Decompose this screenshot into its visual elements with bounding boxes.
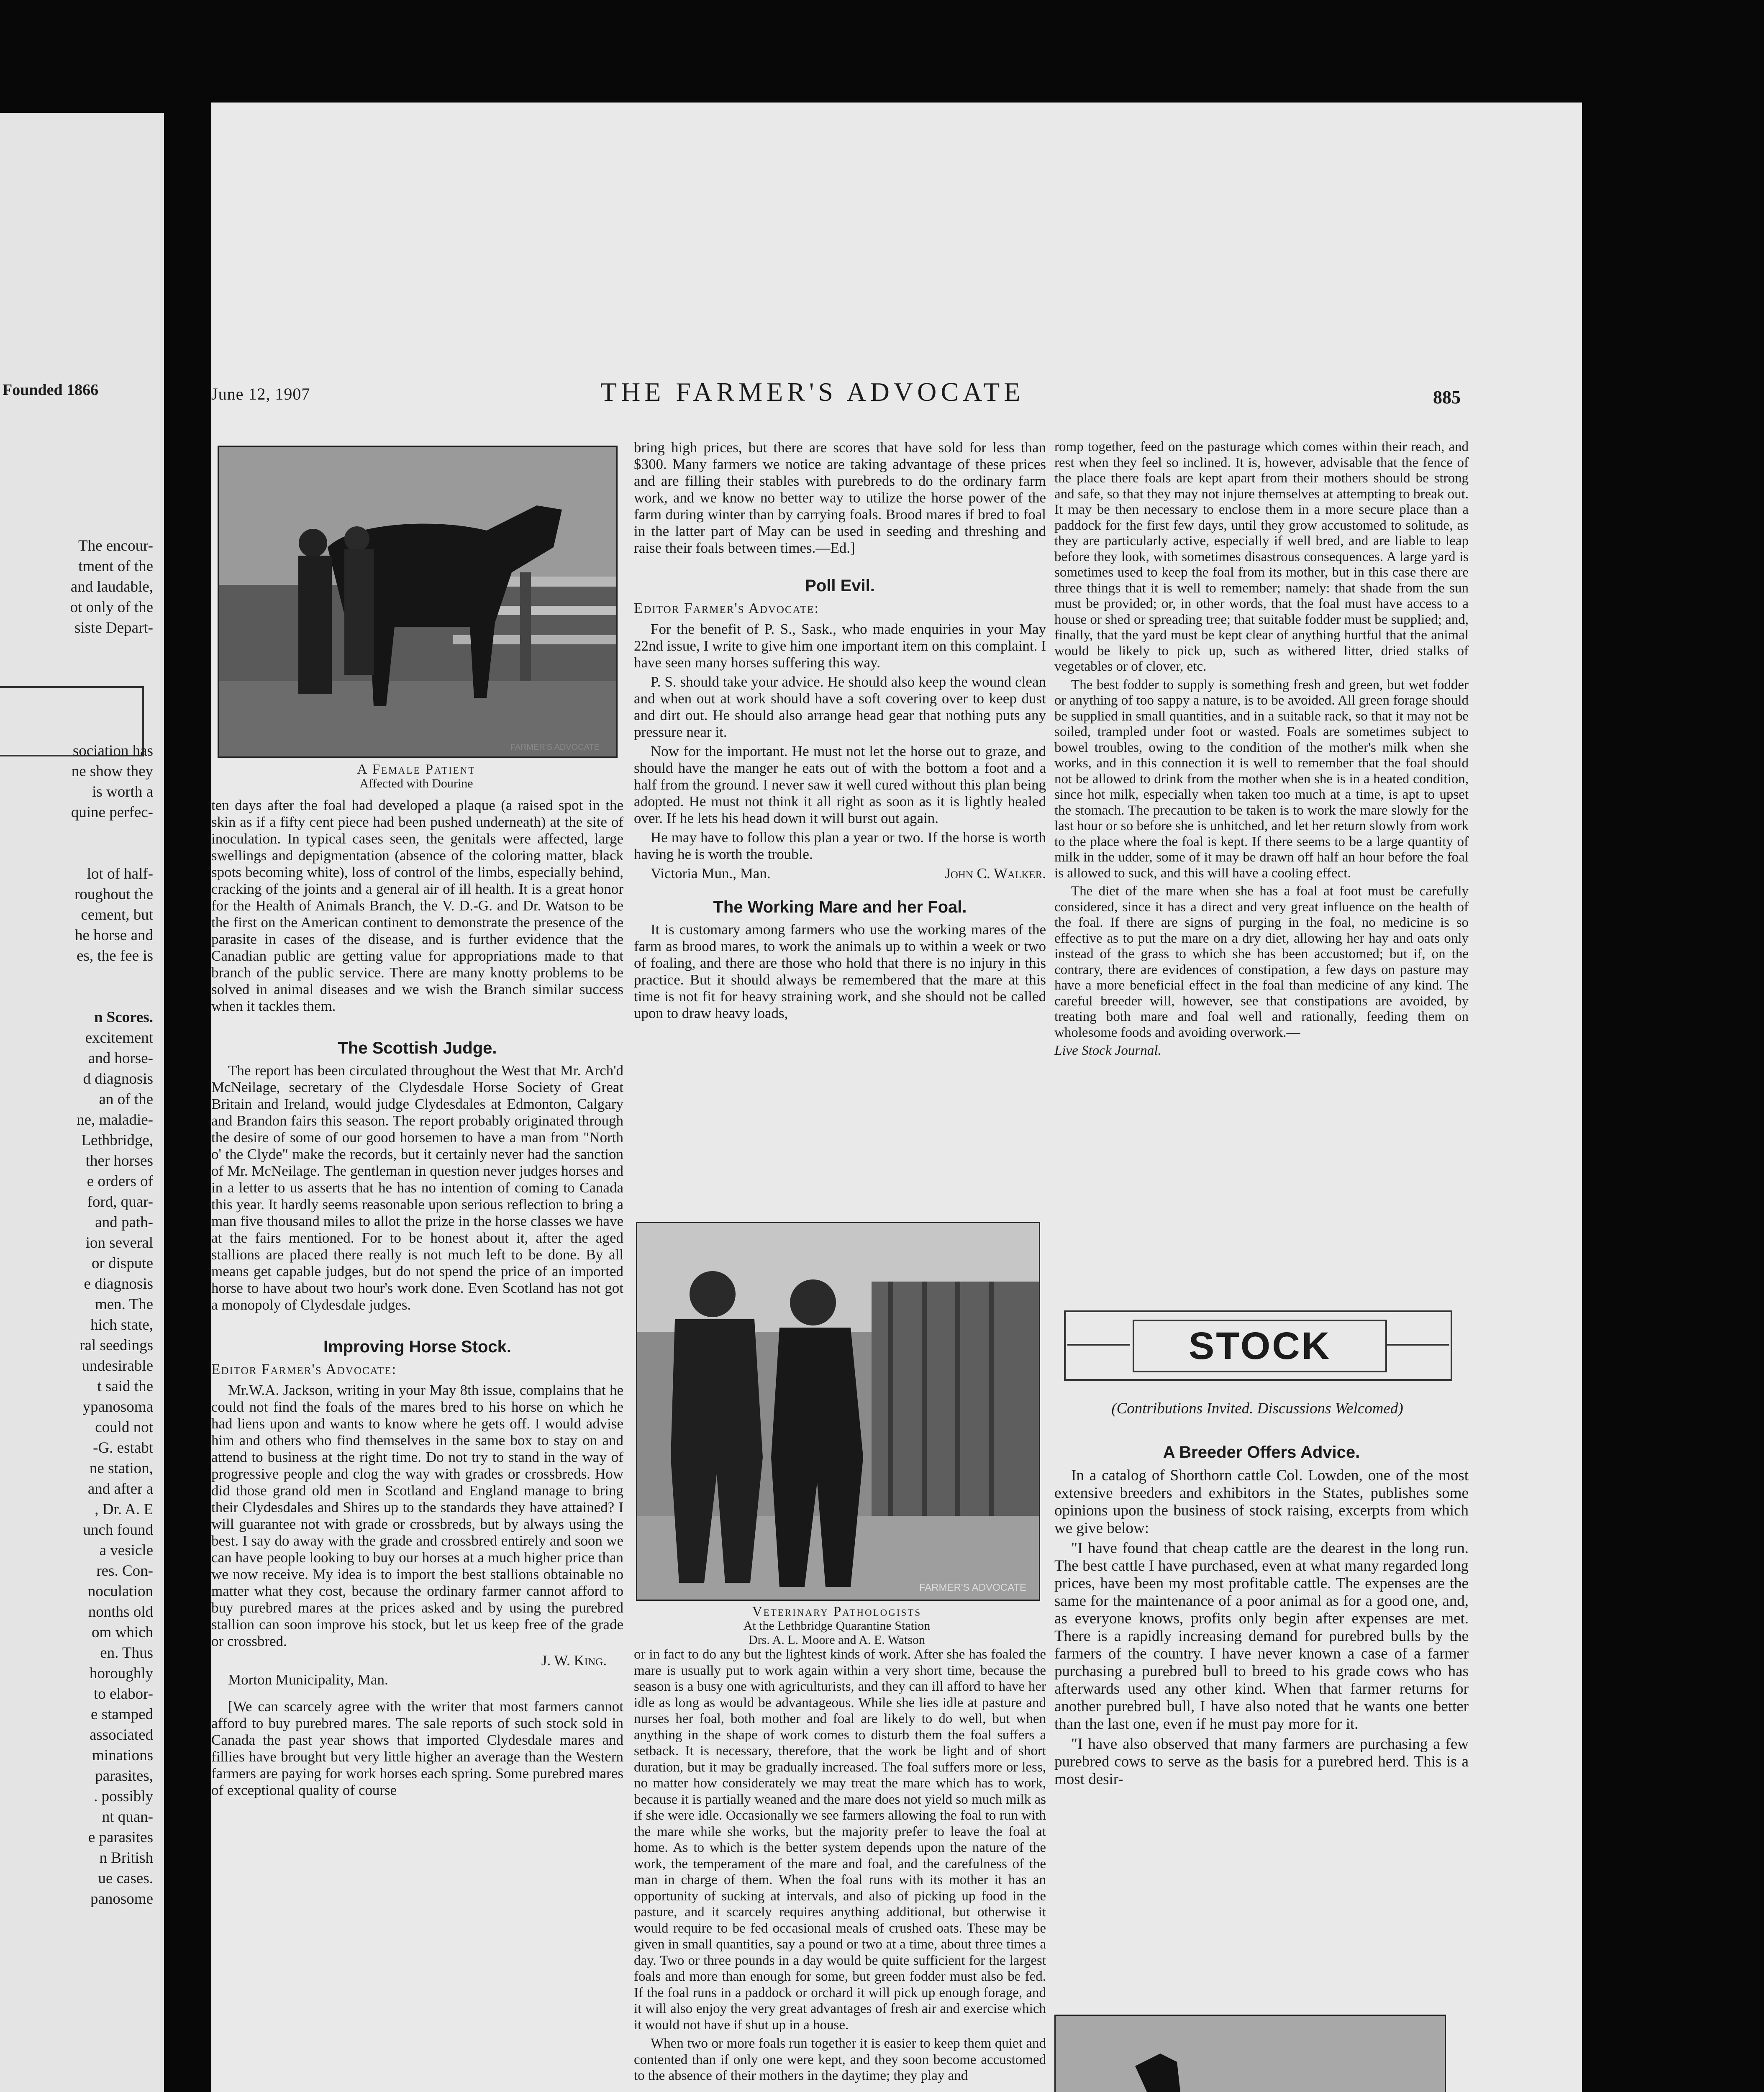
previous-page-line: horoughly [89, 1665, 153, 1682]
previous-page-line: unch found [83, 1521, 153, 1538]
section-subtitle: (Contributions Invited. Discussions Welcomed) [1111, 1400, 1403, 1417]
previous-page-line: sociation has [72, 742, 153, 759]
previous-page-line: lot of half- [87, 865, 153, 882]
article-source: Live Stock Journal. [1054, 1043, 1161, 1058]
previous-page-line: -G. estabt [93, 1439, 153, 1456]
previous-page-line: undesirable [82, 1357, 153, 1374]
previous-page-line: ral seedings [79, 1337, 153, 1354]
headline-scottish-judge: The Scottish Judge. [338, 1039, 497, 1057]
letter-place: Morton Municipality, Man. [228, 1672, 388, 1688]
banner-rule-right [1386, 1344, 1449, 1346]
previous-page-line: ther horses [85, 1152, 153, 1169]
previous-page-line: hich state, [90, 1316, 153, 1333]
previous-page-line: nonths old [88, 1603, 153, 1620]
article-working-mare-1: It is customary among farmers who use the working mares of the farm as brood mares, to work the animals up to within a week or two of foaling, and there are those who hold that there is no injury in this practice. But it should always be remembered that the mare at this time is not fit for heavy straining work, and she should not be called upon to draw heavy loads, [634, 921, 1046, 1021]
previous-page-line: e orders of [87, 1173, 153, 1190]
previous-page-line: . possibly [94, 1788, 153, 1805]
stock-section-banner [1064, 1310, 1452, 1381]
previous-page-line [0, 659, 153, 679]
article-working-mare-3: When two or more foals run together it is easier to keep them quiet and contented than if only one were kept, and they soon become accustomed to the absence of their mothers in the daytime; they play and [634, 2036, 1046, 2083]
article-poll-evil-2: P. S. should take your advice. He should also keep the wound clean and when out at work should have a soft covering over to keep dust and dirt out. He should also arrange head gear that nothing puts any pressure near it. [634, 674, 1046, 740]
column-2 [634, 439, 1046, 1024]
previous-page-line: he horse and [75, 927, 153, 944]
previous-page-line: ford, quar- [87, 1193, 153, 1210]
previous-page-line: tment of the [78, 558, 153, 575]
previous-page-line: The encour- [78, 537, 153, 554]
previous-page-line: en. Thus [100, 1644, 153, 1661]
previous-page-line: men. The [95, 1296, 153, 1313]
previous-page-line: d diagnosis [83, 1070, 153, 1087]
previous-page-line: is worth a [92, 783, 153, 800]
veterinary-pathologists-photo [636, 1222, 1040, 1601]
editor-note: [We can scarcely agree with the writer that most farmers cannot afford to buy purebred mares. The sale reports of such stock sold in Canada the past year shows that imported Clydesdale mares and fillies have brought but very little higher an average than the Western farmers are paying for work horses each spring. Some purebred mares of exceptional quality of course [211, 1698, 623, 1798]
previous-page-line [0, 638, 153, 659]
article-improving-horse-stock: Mr.W.A. Jackson, writing in your May 8th issue, complains that he could not find the foals of the mares bred to his horse on which he had liens upon and wants to know where he gets off. I would advise him and others who find themselves in the same box to stay on and attend to business at the right time. Do not try to stand in the way of progressive people and clog the way with grades or crossbreds. How did those grand old men in Scotland and England manage to bring their Clydesdales and Shires up to the standards they have attained? I will guarantee not with grade or crossbreds, but by always using the best. I say do away with the grade and crossbred entirely and soon we can have people looking to buy our horses at a much higher price than we now receive. My idea is to import the best stallions obtainable no matter what they cost, because the ordinary farmer cannot afford to buy purebred mares at the prices asked and by using the purebred stallion can soon improve his stock, but let us keep free of the grade or crossbred. [211, 1382, 623, 1649]
previous-page-line: ion several [85, 1234, 153, 1251]
publication-title: THE FARMER'S ADVOCATE [600, 377, 1025, 407]
previous-page-line: parasites, [95, 1767, 153, 1784]
previous-page-line: or dispute [92, 1255, 153, 1272]
previous-page-line: nt quan- [102, 1808, 153, 1825]
article-dourine-continued: ten days after the foal had developed a plaque (a raised spot in the skin as if a fifty cent piece had been pushed underneath) at the site of inoculation. In typical cases seen, the genitals were affected, large swellings and depigmentation (absence of the coloring matter, black spots becoming white), loss of control of the limbs, especially behind, cracking of the joints and a general air of ill health. It is a great honor for the Health of Animals Branch, the V. D.-G. and Dr. Watson to be the first on the American continent to demonstrate the presence of the parasite in cases of the disease, and is further evidence that the Canadian public are getting value for appropriations made to that branch of the public service. There are many knotty problems to be solved in animal diseases and we wish the Branch similar success when it tackles them. [211, 797, 623, 1014]
previous-page-line: panosome [90, 1890, 153, 1907]
headline-working-mare: The Working Mare and her Foal. [713, 898, 967, 916]
headline-breeder-advice: A Breeder Offers Advice. [1163, 1443, 1360, 1461]
previous-page-line: and after a [87, 1480, 153, 1497]
previous-page-line: associated [89, 1726, 153, 1743]
headline-improving-horse-stock: Improving Horse Stock. [323, 1338, 511, 1356]
running-header [211, 377, 1550, 410]
previous-page-line: a vesicle [99, 1542, 153, 1559]
previous-page-fragment [0, 113, 164, 2092]
previous-page-line: , Dr. A. E [95, 1501, 153, 1518]
headline-poll-evil: Poll Evil. [805, 577, 875, 595]
caption-subtitle: Affected with Dourine [359, 777, 473, 790]
previous-page-line: Lethbridge, [81, 1132, 153, 1149]
article-working-mare-2: or in fact to do any but the lightest kinds of work. After she has foaled the mare is usually put to work again within a very short time, because the season is a busy one with agriculturists, and they can ill afford to have her idle as long as would be advantageous. While she lies idle at pasture and nurses her foal, both mother and foal are likely to do well, but when anything in the shape of work comes to disturb them the foal suffers a setback. It is necessary, therefore, that the work be light and of short duration, but it may be gradually increased. The foal suffers more or less, no matter how considerately we may treat the mare which has to work, because it is partially weaned and the mare does not yield so much milk as if she were idle. Occasionally we see farmers allowing the foal to run with the mare while she works, but the majority prefer to leave the foal at home. As to which is the better system depends upon the nature of the work, the temperament of the mare and foal, and the carefulness of the man in charge of them. When the foal runs with its mother it has an opportunity of sucking at intervals, and also of picking up food in the pasture, and it scarcely requires anything additional, but otherwise it would require to be fed occasional meals of crushed oats. These may be given in small quantities, say a pound or two at a time, about three times a day. Two or three pounds in a day would be quite sufficient for the largest foals and more than enough for some, but green fodder must also be fed. If the foal runs in a paddock or orchard it will pick up enough forage, and it will also enjoy the very great advantages of fresh air and exercise which it would not have if shut up in a house. [634, 1647, 1046, 2033]
section-title: STOCK [1188, 1324, 1331, 1367]
previous-page-header: Founded 1866 [3, 381, 99, 399]
photo-watermark: FARMER'S ADVOCATE [919, 1582, 1026, 1593]
previous-page-line: and laudable, [70, 578, 153, 595]
previous-page-text [0, 536, 153, 1909]
previous-page-line [0, 823, 153, 843]
letter-salutation: Editor Farmer's Advocate: [211, 1361, 397, 1377]
female-patient-photo [218, 446, 618, 758]
caption-names: Drs. A. L. Moore and A. E. Watson [749, 1633, 925, 1647]
banner-rule-left [1067, 1344, 1130, 1346]
previous-page-line: quine perfec- [71, 804, 153, 821]
signature-name: John C. Walker. [945, 865, 1046, 882]
previous-page-line: siste Depart- [74, 619, 153, 636]
previous-page-line: noculation [87, 1583, 153, 1600]
previous-page-line: to elabor- [93, 1685, 153, 1702]
column-3 [1054, 439, 1469, 1061]
previous-page-line: om which [92, 1624, 153, 1641]
previous-page-line: and path- [95, 1214, 153, 1231]
article-scottish-judge: The report has been circulated throughout the West that Mr. Arch'd McNeilage, secretary of the Clydesdale Horse Society of Great Britain and Ireland, would judge Clydesdales at Edmonton, Calgary and Brandon fairs this season. The report probably originated through the desire of some of our good horsemen to have a man from "North o' the Clyde" make the records, but it certainly never had the sanction of Mr. McNeilage. The gentleman in question never judges horses and in a letter to us asserts that he has no intention of coming to Canada this year. It hardly seems reasonable upon serious reflection to bring a man five thousand miles to allot the prize in the horse classes we have at the fairs mentioned. For to be honest about it, after the aged stallions are placed there really is not much left to be done. By all means get capable judges, but do not spend the price of an imported horse to have about two hour's work done. Even Scotland has not got a monopoly of Clydesdale judges. [211, 1062, 623, 1313]
caption-title: A Female Patient [357, 762, 476, 777]
column-2-lower [634, 1646, 1046, 2087]
photo-watermark: FARMER'S ADVOCATE [510, 743, 600, 752]
previous-page-line: es, the fee is [77, 947, 153, 964]
previous-page-line: n British [99, 1849, 153, 1866]
page-number: 885 [1433, 387, 1461, 408]
column-1 [211, 797, 623, 1801]
article-breeder-2: "I have found that cheap cattle are the dearest in the long run. The best cattle I have purchased, even at what many regarded long prices, have been my most profitable cattle. The expenses are the same for the maintenance of a poor animal as for a good one, and, as everyone knows, profits only begin after expenses are met. There is a rapidly increasing demand for purebred bulls by the farmers of the country. I have never known a case of a farmer purchasing a purebred bull to breed to his grade cows who has afterwards used any other kind. When that farmer returns for another purebred bull, I have also noted that he wants one better than the last one, even if he must pay more for it. [1054, 1540, 1469, 1733]
article-working-mare-4: romp together, feed on the pasturage which comes within their reach, and rest when they feel so inclined. It is, however, advisable that the fence of the place there foals are kept apart from their mothers should be strong and safe, so that they may not injure themselves at attempting to break out. It may be then necessary to enclose them in a more secure place than a paddock for the first few days, until they grow accustomed to solitude, as they are particularly active, especially if well bred, and are liable to leap before they look, with sometimes disastrous consequences. A large yard is sometimes used to keep the foal from its mother, but in this case there are three things that it is well to remember; namely: that shade from the sun must be provided; or, in other words, that the foal must have access to a house or shed or spreading tree; that suitable fodder must be supplied; and, finally, that the yard must be kept clear of anything hurtful that the animal would be likely to pick up, such as withered litter, dried stalks of vegetables or of clover, etc. [1054, 439, 1469, 674]
stock-title-box [1133, 1320, 1387, 1372]
previous-page-line: ot only of the [70, 599, 153, 616]
column-3-stock [1054, 1439, 1469, 1791]
issue-date: June 12, 1907 [211, 385, 310, 403]
previous-page-line: excitement [85, 1029, 153, 1046]
previous-page-line [0, 966, 153, 987]
newspaper-page [211, 103, 1582, 2092]
previous-page-line: n Scores. [94, 1009, 153, 1026]
article-breeder-3: "I have also observed that many farmers are purchasing a few purebred cows to serve as the basis for a purebred herd. This is a most desir- [1054, 1736, 1469, 1788]
previous-page-line [0, 679, 153, 700]
previous-page-line: res. Con- [96, 1562, 153, 1579]
previous-page-line: minations [92, 1747, 153, 1764]
letter-signature [651, 865, 1046, 882]
article-poll-evil-1: For the benefit of P. S., Sask., who made enquiries in your May 22nd issue, I write to give him one important item on this complaint. I have seen many horses suffering this way. [634, 621, 1046, 671]
previous-page-line: roughout the [74, 886, 153, 903]
caption-subtitle: At the Lethbridge Quarantine Station [743, 1619, 931, 1633]
previous-page-line [0, 843, 153, 864]
veterinary-pathologists-caption [636, 1605, 1038, 1647]
caption-title: Veterinary Pathologists [752, 1604, 922, 1619]
female-patient-caption [218, 762, 615, 791]
previous-page-line: an of the [99, 1091, 153, 1108]
previous-page-line: e parasites [88, 1829, 153, 1846]
signature-place: Victoria Mun., Man. [651, 865, 771, 882]
previous-page-line: ne, maladie- [77, 1111, 153, 1128]
article-poll-evil-3: Now for the important. He must not let the horse out to graze, and should have the manger he eats out of with the bottom a foot and a half from the ground. I never saw it well cured without this plan being adopted. He must not think it all right as soon as it is lightly healed over. If he lets his head down it will burst out again. [634, 743, 1046, 826]
previous-page-line: could not [95, 1419, 153, 1436]
previous-page-line: e diagnosis [84, 1275, 153, 1292]
male-patient-photo [1054, 2015, 1446, 2092]
previous-page-line: and horse- [88, 1050, 153, 1067]
previous-page-line: ypanosoma [82, 1398, 153, 1415]
previous-page-line [0, 720, 153, 741]
letter-signature: J. W. King. [541, 1652, 607, 1669]
previous-page-line: e stamped [91, 1706, 153, 1723]
article-poll-evil-4: He may have to follow this plan a year or two. If the horse is worth having he is worth the trouble. [634, 829, 1046, 862]
letter-salutation: Editor Farmer's Advocate: [634, 600, 820, 616]
editor-note-continued: bring high prices, but there are scores that have sold for less than $300. Many farmers we notice are taking advantage of these prices and are filling their stables with purebreds to do the ordinary farm work, and we know no better way to utilize the horse power of the farm during winter than by carrying foals. Brood mares if bred to foal in the latter part of May can be used in seeding and threshing and raise their foals between times.—Ed.] [634, 439, 1046, 556]
article-breeder-1: In a catalog of Shorthorn cattle Col. Lowden, one of the most extensive breeders and exhibitors in the States, publishes some opinions upon the business of stock raising, excerpts from which we give below: [1054, 1467, 1469, 1537]
previous-page-line: ne show they [71, 763, 153, 780]
previous-page-line [0, 987, 153, 1007]
article-working-mare-5: The best fodder to supply is something fresh and green, but wet fodder or anything of too sappy a nature, is to be avoided. All green forage should be supplied in small quantities, and in a suitable rack, so that it may not be soiled, trampled under foot or wasted. Foals are sometimes subject to bowel troubles, owing to the condition of the mother's milk when she works, and in this connection it is well to remember that the foal should not be allowed to drink from the mother when she is in a heated condition, since hot milk, especially when taken too much at a time, is apt to upset the stomach. The precaution to be taken is to work the mare slowly for the last hour or so before she is unhitched, and let her return slowly from work to the place where the foal is kept. If there seems to be a large quantity of milk in the udder, some of it may be drawn off half an hour before the foal is allowed to suck, and this will have a cooling effect. [1054, 677, 1469, 881]
previous-page-line [0, 700, 153, 720]
previous-page-line: ne station, [89, 1460, 153, 1477]
previous-page-line: t said the [97, 1378, 153, 1395]
previous-page-line: ue cases. [98, 1870, 153, 1887]
article-working-mare-6: The diet of the mare when she has a foal at foot must be carefully considered, since it has a direct and very great influence on the health of the foal. If there are signs of purging in the foal, no medicine is so effective as to put the mare on a dry diet, allowing her hay and oats only instead of the grass to which she has been accustomed; but if, on the contrary, there are evidences of constipation, a few days on pasture may have a more beneficial effect in the foal than medicine of any kind. The careful breeder will, however, see that constipations are avoided, by treating both mare and foal well and rationally, feeding them on wholesome foods and avoiding overwork.— [1054, 884, 1469, 1040]
previous-page-line: cement, but [81, 906, 153, 923]
